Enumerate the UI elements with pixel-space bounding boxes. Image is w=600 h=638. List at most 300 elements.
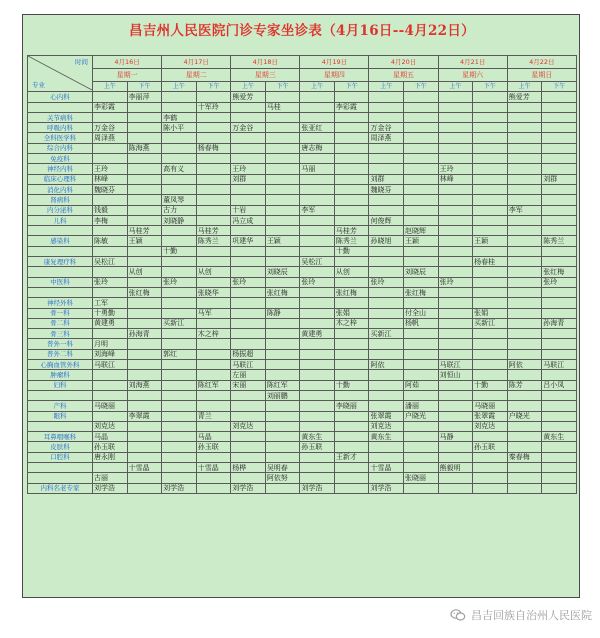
doctor-cell: 十勤	[473, 380, 508, 390]
doctor-cell: 刘克达	[473, 421, 508, 431]
doctor-cell	[127, 102, 162, 112]
table-row	[28, 102, 577, 112]
doctor-cell	[334, 339, 369, 349]
doctor-cell	[231, 308, 266, 318]
doctor-cell	[231, 267, 266, 277]
doctor-cell	[162, 411, 197, 421]
doctor-cell	[438, 123, 473, 133]
doctor-cell	[196, 112, 231, 122]
dept-name	[28, 287, 93, 297]
doctor-cell	[369, 154, 404, 164]
doctor-cell: 马晶	[93, 432, 128, 442]
doctor-cell: 刘克达	[231, 421, 266, 431]
doctor-cell	[507, 133, 542, 143]
dept-name: 骨二科	[28, 318, 93, 328]
doctor-cell	[265, 123, 300, 133]
doctor-cell	[334, 215, 369, 225]
doctor-cell	[265, 318, 300, 328]
doctor-cell	[542, 154, 577, 164]
am-cell: 上午	[300, 82, 335, 92]
doctor-cell	[473, 102, 508, 112]
doctor-cell: 周泽燕	[93, 133, 128, 143]
doctor-cell	[404, 339, 439, 349]
doctor-cell	[542, 257, 577, 267]
doctor-cell	[507, 267, 542, 277]
doctor-cell: 王玲	[438, 164, 473, 174]
doctor-cell	[473, 432, 508, 442]
doctor-cell	[265, 442, 300, 452]
doctor-cell	[265, 339, 300, 349]
doctor-cell	[162, 92, 197, 102]
doctor-cell: 古丽	[93, 473, 128, 483]
doctor-cell	[196, 401, 231, 411]
doctor-cell: 左丽	[231, 370, 266, 380]
doctor-cell: 冯立成	[231, 215, 266, 225]
doctor-cell	[404, 174, 439, 184]
doctor-cell: 马联江	[542, 360, 577, 370]
doctor-cell: 马丽	[300, 164, 335, 174]
doctor-cell	[196, 370, 231, 380]
doctor-cell	[473, 246, 508, 256]
doctor-cell	[542, 287, 577, 297]
weekday-cell: 星期四	[300, 69, 369, 82]
doctor-cell: 刘海峰	[93, 349, 128, 359]
doctor-cell: 十岩	[231, 205, 266, 215]
doctor-cell	[196, 390, 231, 400]
date-cell: 4月17日	[162, 56, 231, 69]
doctor-cell	[300, 360, 335, 370]
doctor-cell	[265, 483, 300, 493]
doctor-cell	[334, 421, 369, 431]
table-row	[28, 257, 577, 267]
doctor-cell	[404, 483, 439, 493]
doctor-cell	[127, 277, 162, 287]
doctor-cell: 熊毅明	[438, 462, 473, 472]
doctor-cell	[404, 442, 439, 452]
doctor-cell	[162, 432, 197, 442]
doctor-cell	[542, 133, 577, 143]
doctor-cell	[231, 298, 266, 308]
doctor-cell	[162, 380, 197, 390]
doctor-cell	[300, 112, 335, 122]
doctor-cell	[334, 195, 369, 205]
doctor-cell	[334, 277, 369, 287]
doctor-cell	[438, 483, 473, 493]
doctor-cell	[334, 154, 369, 164]
doctor-cell: 王颖	[473, 236, 508, 246]
doctor-cell	[231, 133, 266, 143]
doctor-cell	[231, 102, 266, 112]
doctor-cell: 阿依努	[265, 473, 300, 483]
doctor-cell: 熊爱芳	[231, 92, 266, 102]
doctor-cell: 陈红军	[196, 380, 231, 390]
dept-name: 神经内科	[28, 164, 93, 174]
doctor-cell	[438, 411, 473, 421]
doctor-cell	[404, 112, 439, 122]
doctor-cell	[300, 102, 335, 112]
doctor-cell	[300, 473, 335, 483]
doctor-cell	[162, 174, 197, 184]
doctor-cell	[369, 246, 404, 256]
doctor-cell	[265, 174, 300, 184]
doctor-cell	[334, 390, 369, 400]
doctor-cell: 孙玉联	[93, 442, 128, 452]
doctor-cell	[196, 318, 231, 328]
doctor-cell	[473, 195, 508, 205]
doctor-cell	[542, 339, 577, 349]
dept-label: 专业	[32, 81, 45, 90]
weekday-cell: 星期一	[93, 69, 162, 82]
dept-name: 内分泌科	[28, 205, 93, 215]
doctor-cell	[542, 308, 577, 318]
doctor-cell	[542, 92, 577, 102]
doctor-cell	[162, 298, 197, 308]
doctor-cell	[473, 143, 508, 153]
doctor-cell	[404, 215, 439, 225]
doctor-cell	[93, 411, 128, 421]
doctor-cell: 马晶	[196, 432, 231, 442]
doctor-cell	[265, 246, 300, 256]
doctor-cell: 孙玉联	[473, 442, 508, 452]
doctor-cell	[265, 215, 300, 225]
doctor-cell	[542, 370, 577, 380]
doctor-cell	[507, 112, 542, 122]
doctor-cell	[404, 164, 439, 174]
doctor-cell: 孙海青	[542, 318, 577, 328]
doctor-cell: 王颖	[404, 236, 439, 246]
doctor-cell	[438, 308, 473, 318]
doctor-cell	[300, 184, 335, 194]
doctor-cell	[369, 473, 404, 483]
doctor-cell	[93, 226, 128, 236]
doctor-cell	[473, 370, 508, 380]
doctor-cell	[438, 329, 473, 339]
doctor-cell	[93, 195, 128, 205]
doctor-cell	[93, 154, 128, 164]
doctor-cell	[265, 360, 300, 370]
doctor-cell	[334, 257, 369, 267]
doctor-cell: 杨春梅	[196, 143, 231, 153]
table-row	[28, 483, 577, 493]
dept-name: 产科	[28, 401, 93, 411]
dept-name: 关节病科	[28, 112, 93, 122]
doctor-cell: 工军	[93, 298, 128, 308]
doctor-cell	[127, 308, 162, 318]
doctor-cell	[300, 298, 335, 308]
table-row	[28, 432, 577, 442]
doctor-cell: 张玲	[300, 277, 335, 287]
doctor-cell: 李晓丽	[334, 401, 369, 411]
doctor-cell	[93, 370, 128, 380]
doctor-cell: 刘克达	[369, 421, 404, 431]
doctor-cell	[334, 92, 369, 102]
doctor-cell: 林峰	[438, 174, 473, 184]
doctor-cell	[507, 370, 542, 380]
doctor-cell	[404, 349, 439, 359]
doctor-cell: 张红梅	[404, 287, 439, 297]
doctor-cell	[334, 370, 369, 380]
doctor-cell: 张红梅	[542, 267, 577, 277]
doctor-cell: 黄东生	[369, 432, 404, 442]
dept-name: 骨一科	[28, 308, 93, 318]
doctor-cell: 秦春梅	[507, 452, 542, 462]
doctor-cell	[369, 349, 404, 359]
dept-name	[28, 473, 93, 483]
doctor-cell	[300, 267, 335, 277]
doctor-cell	[473, 339, 508, 349]
doctor-cell: 张晓华	[196, 287, 231, 297]
doctor-cell: 刘恒山	[438, 370, 473, 380]
doctor-cell	[438, 215, 473, 225]
doctor-cell	[231, 246, 266, 256]
doctor-cell	[196, 123, 231, 133]
doctor-cell: 钱毅	[93, 205, 128, 215]
doctor-cell	[127, 432, 162, 442]
dept-name: 普外一科	[28, 339, 93, 349]
doctor-cell	[265, 164, 300, 174]
doctor-cell	[162, 360, 197, 370]
doctor-cell	[438, 298, 473, 308]
pm-cell: 下午	[265, 82, 300, 92]
doctor-cell	[93, 267, 128, 277]
table-row	[28, 133, 577, 143]
doctor-cell	[404, 133, 439, 143]
doctor-cell	[507, 195, 542, 205]
doctor-cell	[369, 339, 404, 349]
doctor-cell: 马桂芳	[127, 226, 162, 236]
doctor-cell	[369, 390, 404, 400]
doctor-cell	[265, 349, 300, 359]
doctor-cell	[196, 184, 231, 194]
doctor-cell	[473, 287, 508, 297]
doctor-cell: 林峰	[93, 174, 128, 184]
doctor-cell	[404, 370, 439, 380]
wechat-icon	[450, 607, 466, 623]
doctor-cell	[507, 349, 542, 359]
doctor-cell	[438, 339, 473, 349]
table-row	[28, 360, 577, 370]
doctor-cell: 阿茹	[404, 380, 439, 390]
doctor-cell: 万金谷	[369, 123, 404, 133]
table-row	[28, 411, 577, 421]
doctor-cell	[404, 154, 439, 164]
doctor-cell: 马联江	[438, 360, 473, 370]
doctor-cell	[438, 380, 473, 390]
doctor-cell	[334, 123, 369, 133]
doctor-cell	[196, 298, 231, 308]
doctor-cell: 买新江	[473, 318, 508, 328]
doctor-cell	[369, 370, 404, 380]
doctor-cell	[369, 308, 404, 318]
doctor-cell	[196, 277, 231, 287]
doctor-cell	[265, 329, 300, 339]
pm-cell: 下午	[542, 82, 577, 92]
doctor-cell	[542, 102, 577, 112]
doctor-cell	[473, 277, 508, 287]
doctor-cell	[265, 133, 300, 143]
doctor-cell	[438, 473, 473, 483]
date-cell: 4月19日	[300, 56, 369, 69]
doctor-cell: 杨桦	[231, 462, 266, 472]
doctor-cell: 从创	[196, 267, 231, 277]
doctor-cell: 魏晓芬	[369, 184, 404, 194]
dept-name: 眼科	[28, 411, 93, 421]
doctor-cell: 吴明春	[265, 462, 300, 472]
date-cell: 4月22日	[507, 56, 576, 69]
doctor-cell: 从创	[127, 267, 162, 277]
doctor-cell	[334, 112, 369, 122]
doctor-cell	[231, 143, 266, 153]
doctor-cell	[334, 473, 369, 483]
table-row	[28, 267, 577, 277]
doctor-cell	[334, 174, 369, 184]
doctor-cell	[196, 349, 231, 359]
doctor-cell: 张晓丽	[404, 473, 439, 483]
weekday-cell: 星期日	[507, 69, 576, 82]
doctor-cell	[231, 184, 266, 194]
doctor-cell	[507, 483, 542, 493]
doctor-cell: 唐永刚	[93, 452, 128, 462]
doctor-cell: 陈秀兰	[542, 236, 577, 246]
doctor-cell	[473, 123, 508, 133]
doctor-cell	[507, 246, 542, 256]
doctor-cell	[231, 339, 266, 349]
doctor-cell	[300, 339, 335, 349]
doctor-cell	[507, 298, 542, 308]
doctor-cell	[334, 143, 369, 153]
schedule-sheet	[22, 14, 580, 598]
doctor-cell: 刘克达	[93, 421, 128, 431]
doctor-cell: 李鹤	[162, 112, 197, 122]
doctor-cell	[265, 432, 300, 442]
doctor-cell	[162, 452, 197, 462]
table-row	[28, 380, 577, 390]
doctor-cell	[127, 123, 162, 133]
doctor-cell: 吴松江	[93, 257, 128, 267]
doctor-cell	[300, 349, 335, 359]
doctor-cell	[507, 154, 542, 164]
doctor-cell	[404, 143, 439, 153]
doctor-cell	[507, 287, 542, 297]
doctor-cell: 熊爱芳	[507, 92, 542, 102]
doctor-cell	[473, 174, 508, 184]
doctor-cell	[473, 154, 508, 164]
doctor-cell	[127, 421, 162, 431]
dept-name: 综合内科	[28, 143, 93, 153]
doctor-cell	[438, 318, 473, 328]
doctor-cell	[162, 370, 197, 380]
doctor-cell	[542, 246, 577, 256]
doctor-cell: 张玲	[162, 277, 197, 287]
doctor-cell	[369, 205, 404, 215]
doctor-cell	[300, 452, 335, 462]
doctor-cell: 李军	[507, 205, 542, 215]
weekday-cell: 星期二	[162, 69, 231, 82]
weekday-cell: 星期六	[438, 69, 507, 82]
doctor-cell: 杨振超	[231, 349, 266, 359]
doctor-cell	[473, 462, 508, 472]
doctor-cell	[196, 164, 231, 174]
doctor-cell	[300, 246, 335, 256]
doctor-cell	[162, 154, 197, 164]
doctor-cell	[473, 473, 508, 483]
doctor-cell	[334, 360, 369, 370]
doctor-cell	[162, 257, 197, 267]
doctor-cell	[265, 205, 300, 215]
doctor-cell	[265, 226, 300, 236]
doctor-cell	[542, 349, 577, 359]
doctor-cell: 陈秀兰	[334, 236, 369, 246]
doctor-cell: 王颖	[265, 236, 300, 246]
table-row	[28, 452, 577, 462]
schedule-table	[27, 55, 577, 494]
doctor-cell: 张亚红	[300, 123, 335, 133]
doctor-cell: 马晓丽	[473, 401, 508, 411]
doctor-cell	[404, 452, 439, 462]
doctor-cell: 阿依	[507, 360, 542, 370]
doctor-cell	[162, 143, 197, 153]
doctor-cell	[162, 287, 197, 297]
doctor-cell	[265, 452, 300, 462]
doctor-cell	[438, 195, 473, 205]
doctor-cell	[265, 195, 300, 205]
doctor-cell	[162, 329, 197, 339]
doctor-cell	[162, 442, 197, 452]
doctor-cell	[507, 184, 542, 194]
doctor-cell	[300, 390, 335, 400]
dept-name: 妇科	[28, 380, 93, 390]
dept-name	[28, 102, 93, 112]
doctor-cell	[265, 370, 300, 380]
doctor-cell	[300, 462, 335, 472]
watermark-text: 昌吉回族自治州人民医院	[471, 609, 592, 622]
doctor-cell: 从创	[334, 267, 369, 277]
doctor-cell	[369, 195, 404, 205]
doctor-cell	[404, 432, 439, 442]
dept-name: 普外二科	[28, 349, 93, 359]
doctor-cell	[231, 287, 266, 297]
doctor-cell	[231, 226, 266, 236]
doctor-cell	[93, 390, 128, 400]
doctor-cell	[542, 401, 577, 411]
doctor-cell	[369, 442, 404, 452]
doctor-cell	[127, 298, 162, 308]
dept-name	[28, 462, 93, 472]
dept-name: 心内科	[28, 92, 93, 102]
table-row	[28, 401, 577, 411]
doctor-cell	[93, 246, 128, 256]
doctor-cell: 李丽萍	[127, 92, 162, 102]
doctor-cell: 孙玉联	[300, 442, 335, 452]
dept-name: 消化内科	[28, 184, 93, 194]
doctor-cell	[231, 257, 266, 267]
doctor-cell	[196, 246, 231, 256]
doctor-cell	[438, 102, 473, 112]
doctor-cell: 阿依	[369, 360, 404, 370]
doctor-cell	[438, 267, 473, 277]
doctor-cell	[231, 154, 266, 164]
doctor-cell	[473, 184, 508, 194]
dept-name	[28, 226, 93, 236]
doctor-cell	[542, 329, 577, 339]
table-row	[28, 184, 577, 194]
doctor-cell	[127, 370, 162, 380]
doctor-cell: 王颖	[127, 236, 162, 246]
doctor-cell	[438, 92, 473, 102]
doctor-cell	[438, 257, 473, 267]
doctor-cell	[127, 452, 162, 462]
doctor-cell: 马桂芳	[334, 226, 369, 236]
